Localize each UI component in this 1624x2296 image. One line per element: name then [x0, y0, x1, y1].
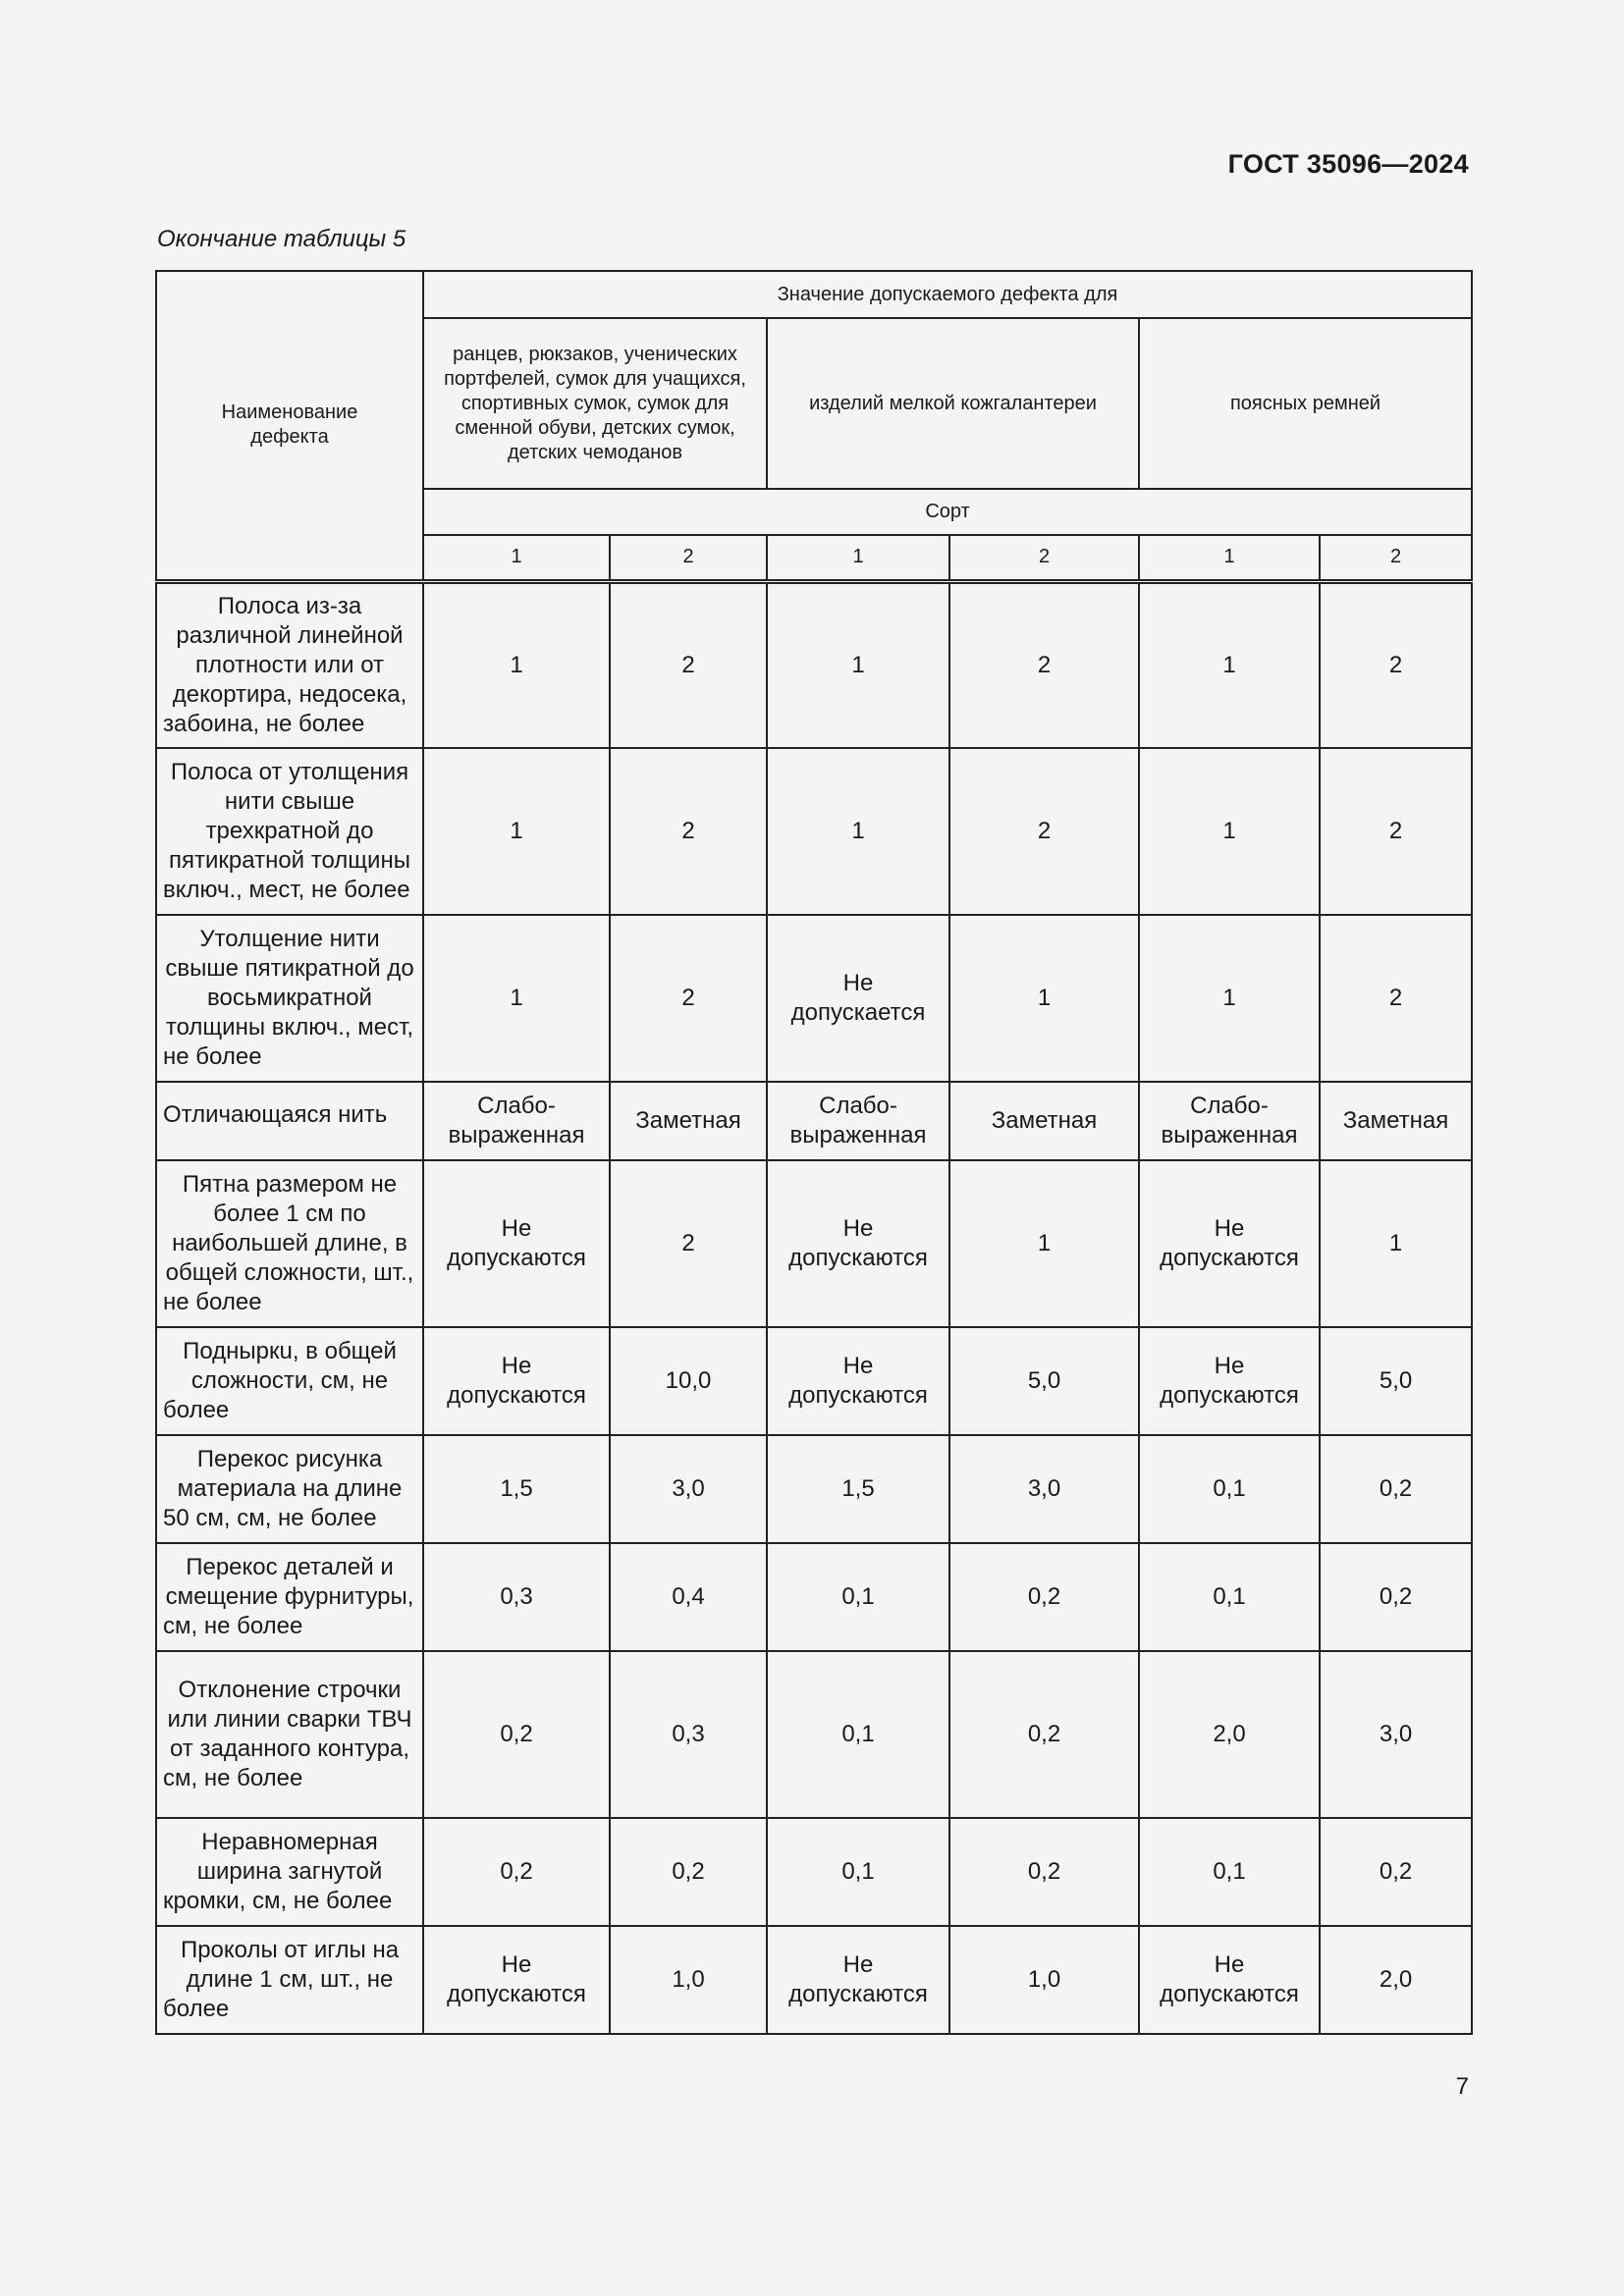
value-cell: 0,1 — [1139, 1818, 1320, 1926]
group-header-backpacks: ранцев, рюкзаков, ученических портфелей, сумок для учащихся, спортивных сумок, сумок для сменной обуви, детских сумок, детских чемоданов — [423, 318, 767, 489]
grade-cell: 1 — [767, 535, 949, 581]
value-cell: 0,2 — [610, 1818, 767, 1926]
value-cell: 2 — [1320, 581, 1472, 748]
value-cell: 2 — [610, 581, 767, 748]
value-cell: 0,2 — [1320, 1818, 1472, 1926]
grade-cell: 2 — [1320, 535, 1472, 581]
value-cell: 2,0 — [1139, 1651, 1320, 1818]
value-cell: 1 — [767, 748, 949, 915]
value-cell: 0,1 — [767, 1543, 949, 1651]
defect-name-cell: Подныркu, в общей сложности, см, не более — [156, 1327, 423, 1435]
grade-cell: 2 — [610, 535, 767, 581]
value-cell: 0,3 — [610, 1651, 767, 1818]
value-cell: 2 — [1320, 915, 1472, 1082]
defect-name-cell: Полоса от утолщения нити свыше трехкратной до пятикратной толщины включ., мест, не более — [156, 748, 423, 915]
grade-cell: 1 — [1139, 535, 1320, 581]
value-cell: Не допускаются — [1139, 1160, 1320, 1327]
value-cell: 1 — [1139, 748, 1320, 915]
value-cell: Не допускаются — [423, 1160, 610, 1327]
value-cell: Не допускаются — [423, 1327, 610, 1435]
value-cell: 1,0 — [949, 1926, 1139, 2034]
value-cell: 1 — [423, 915, 610, 1082]
value-cell: Не допускаются — [423, 1926, 610, 2034]
defect-name-cell: Утолщение нити свыше пятикратной до восьмикратной толщины включ., мест, не более — [156, 915, 423, 1082]
table-row — [156, 1327, 1472, 1435]
value-cell: 0,2 — [949, 1651, 1139, 1818]
value-cell: Заметная — [949, 1082, 1139, 1160]
value-cell: 2 — [949, 748, 1139, 915]
table-row — [156, 1926, 1472, 2034]
value-cell: 1,5 — [767, 1435, 949, 1543]
defect-name-cell: Проколы от иглы на длине 1 см, шт., не более — [156, 1926, 423, 2034]
value-cell: 1,5 — [423, 1435, 610, 1543]
value-cell: 5,0 — [949, 1327, 1139, 1435]
value-cell: 5,0 — [1320, 1327, 1472, 1435]
defect-name-cell: Перекос деталей и смещение фурнитуры, см, не более — [156, 1543, 423, 1651]
value-cell: 0,2 — [949, 1543, 1139, 1651]
value-cell: Не допускаются — [1139, 1926, 1320, 2034]
value-cell: 2 — [1320, 748, 1472, 915]
value-cell: Слабо-выраженная — [423, 1082, 610, 1160]
value-cell: 0,3 — [423, 1543, 610, 1651]
defect-name-cell: Пятна размером не более 1 см по наибольшей длине, в общей сложности, шт., не более — [156, 1160, 423, 1327]
table-row — [156, 1435, 1472, 1543]
page-number: 7 — [1455, 2073, 1469, 2100]
document-code: ГОСТ 35096—2024 — [1227, 149, 1469, 179]
table-row — [156, 1651, 1472, 1818]
value-cell: Не допускается — [767, 915, 949, 1082]
sort-header: Сорт — [423, 489, 1472, 535]
value-cell: 2,0 — [1320, 1926, 1472, 2034]
table-row — [156, 1082, 1472, 1160]
value-cell: 1 — [1139, 581, 1320, 748]
value-cell: 0,1 — [767, 1651, 949, 1818]
group-header-belts: поясных ремней — [1139, 318, 1472, 489]
value-cell: 3,0 — [610, 1435, 767, 1543]
value-cell: 1 — [1320, 1160, 1472, 1327]
value-cell: 2 — [610, 748, 767, 915]
defects-table — [155, 270, 1473, 2035]
defect-name-cell: Отклонение строчки или линии сварки ТВЧ от заданного контура, см, не более — [156, 1651, 423, 1818]
value-cell: Не допускаются — [767, 1160, 949, 1327]
table-row — [156, 915, 1472, 1082]
value-cell: Заметная — [610, 1082, 767, 1160]
table-row — [156, 1818, 1472, 1926]
defect-name-cell: Неравномерная ширина загнутой кромки, см, не более — [156, 1818, 423, 1926]
value-cell: 10,0 — [610, 1327, 767, 1435]
column-header-defect-name: Наименование дефекта — [156, 271, 423, 581]
table-caption: Окончание таблицы 5 — [157, 226, 406, 252]
value-cell: Не допускаются — [1139, 1327, 1320, 1435]
table-row — [156, 748, 1472, 915]
table-row — [156, 1543, 1472, 1651]
value-cell: 1 — [949, 915, 1139, 1082]
value-cell: 0,2 — [423, 1651, 610, 1818]
value-cell: 0,4 — [610, 1543, 767, 1651]
value-cell: Не допускаются — [767, 1327, 949, 1435]
defect-name-cell: Отличающаяся нить — [156, 1082, 423, 1160]
column-header-value: Значение допускаемого дефекта для — [423, 271, 1472, 318]
value-cell: 0,2 — [1320, 1435, 1472, 1543]
grade-cell: 2 — [949, 535, 1139, 581]
group-header-small-leather-goods: изделий мелкой кожгалантереи — [767, 318, 1139, 489]
value-cell: 3,0 — [1320, 1651, 1472, 1818]
defect-name-cell: Полоса из-за различной линейной плотности или от декортира, недосека, забоина, не более — [156, 581, 423, 748]
value-cell: 1 — [423, 748, 610, 915]
value-cell: 0,2 — [949, 1818, 1139, 1926]
value-cell: Не допускаются — [767, 1926, 949, 2034]
value-cell: Заметная — [1320, 1082, 1472, 1160]
value-cell: Слабо-выраженная — [767, 1082, 949, 1160]
grade-cell: 1 — [423, 535, 610, 581]
value-cell: Слабо-выраженная — [1139, 1082, 1320, 1160]
value-cell: 0,1 — [1139, 1543, 1320, 1651]
value-cell: 0,1 — [767, 1818, 949, 1926]
value-cell: 1 — [949, 1160, 1139, 1327]
value-cell: 1 — [767, 581, 949, 748]
table-row — [156, 581, 1472, 748]
value-cell: 0,2 — [423, 1818, 610, 1926]
value-cell: 2 — [949, 581, 1139, 748]
value-cell: 0,1 — [1139, 1435, 1320, 1543]
value-cell: 2 — [610, 1160, 767, 1327]
table-row — [156, 1160, 1472, 1327]
value-cell: 1 — [1139, 915, 1320, 1082]
value-cell: 3,0 — [949, 1435, 1139, 1543]
value-cell: 2 — [610, 915, 767, 1082]
value-cell: 1,0 — [610, 1926, 767, 2034]
value-cell: 1 — [423, 581, 610, 748]
defect-name-cell: Перекос рисунка материала на длине 50 см, см, не более — [156, 1435, 423, 1543]
value-cell: 0,2 — [1320, 1543, 1472, 1651]
